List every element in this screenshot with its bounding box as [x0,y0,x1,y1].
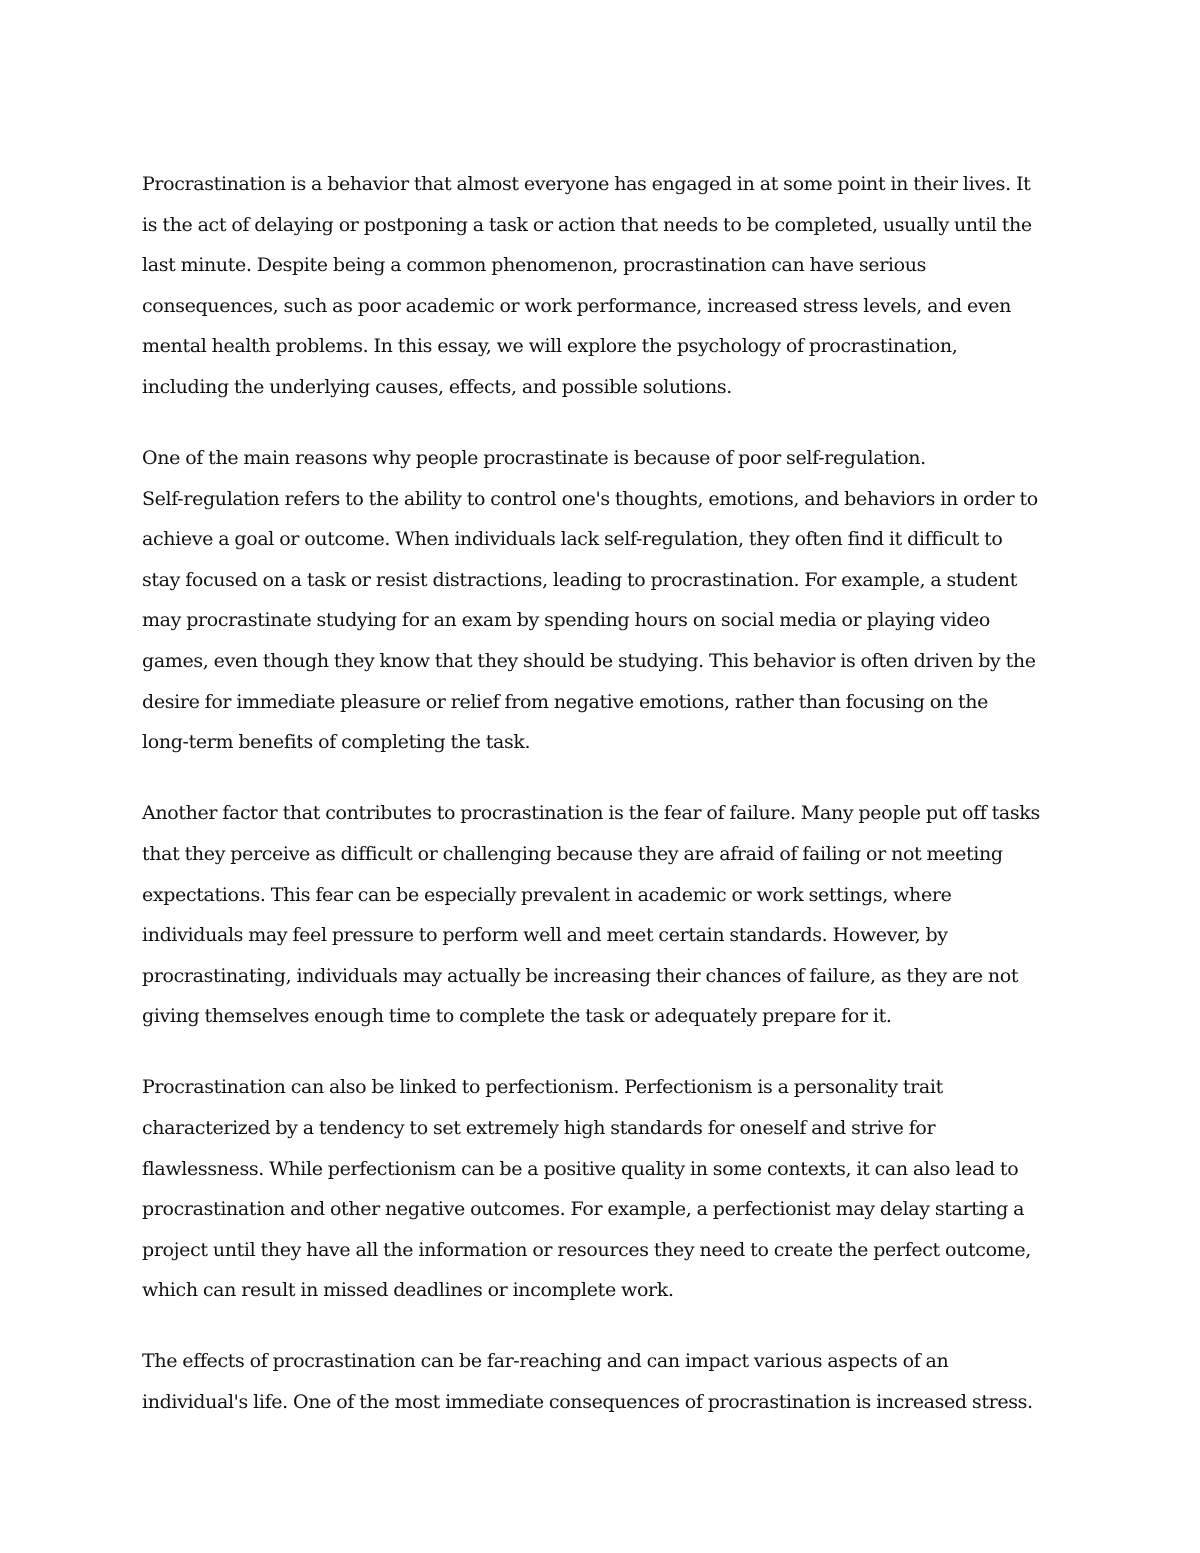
text-line: procrastinating, individuals may actually be increasing their chances of failure, as they are not [142,964,1019,987]
text-line: stay focused on a task or resist distractions, leading to procrastination. For example, a student [142,568,1017,591]
text-line: Another factor that contributes to procrastination is the fear of failure. Many people put off tasks [142,802,1040,825]
text-line: mental health problems. In this essay, we will explore the psychology of procrastination, [142,335,958,358]
text-line: The effects of procrastination can be far-reaching and can impact various aspects of an [142,1350,949,1373]
text-line: expectations. This fear can be especially prevalent in academic or work settings, where [142,883,952,906]
paragraph-effects [142,1341,1062,1422]
text-line: consequences, such as poor academic or work performance, increased stress levels, and even [142,294,1012,317]
text-line: flawlessness. While perfectionism can be a positive quality in some contexts, it can also lead to [142,1157,1019,1180]
paragraph-self-regulation [142,438,1062,763]
text-line: games, even though they know that they should be studying. This behavior is often driven by the [142,650,1036,673]
text-line: giving themselves enough time to complete the task or adequately prepare for it. [142,1005,892,1028]
text-line: individual's life. One of the most immediate consequences of procrastination is increased stress. [142,1391,1033,1414]
text-line: last minute. Despite being a common phenomenon, procrastination can have serious [142,254,927,277]
text-line: Procrastination can also be linked to perfectionism. Perfectionism is a personality trait [142,1076,943,1099]
text-line: which can result in missed deadlines or incomplete work. [142,1279,674,1302]
paragraph-fear-of-failure [142,793,1062,1037]
text-line: One of the main reasons why people procrastinate is because of poor self-regulation. [142,447,926,470]
text-line: long-term benefits of completing the task. [142,731,531,754]
text-line: including the underlying causes, effects, and possible solutions. [142,375,732,398]
text-line: desire for immediate pleasure or relief from negative emotions, rather than focusing on the [142,690,989,713]
text-line: project until they have all the information or resources they need to create the perfect outcome, [142,1238,1031,1261]
essay-body [142,164,1062,1453]
text-line: is the act of delaying or postponing a task or action that needs to be completed, usually until the [142,213,1032,236]
text-line: that they perceive as difficult or challenging because they are afraid of failing or not meeting [142,842,1003,865]
text-line: Procrastination is a behavior that almost everyone has engaged in at some point in their lives. It [142,173,1031,195]
text-line: Self-regulation refers to the ability to control one's thoughts, emotions, and behaviors in order to [142,487,1038,510]
text-line: characterized by a tendency to set extremely high standards for oneself and strive for [142,1116,936,1139]
text-line: individuals may feel pressure to perform well and meet certain standards. However, by [142,924,948,947]
paragraph-introduction [142,164,1062,408]
text-line: achieve a goal or outcome. When individuals lack self-regulation, they often find it difficult to [142,528,1003,551]
text-line: may procrastinate studying for an exam by spending hours on social media or playing video [142,609,990,632]
text-line: procrastination and other negative outcomes. For example, a perfectionist may delay starting a [142,1198,1025,1221]
paragraph-perfectionism [142,1067,1062,1311]
